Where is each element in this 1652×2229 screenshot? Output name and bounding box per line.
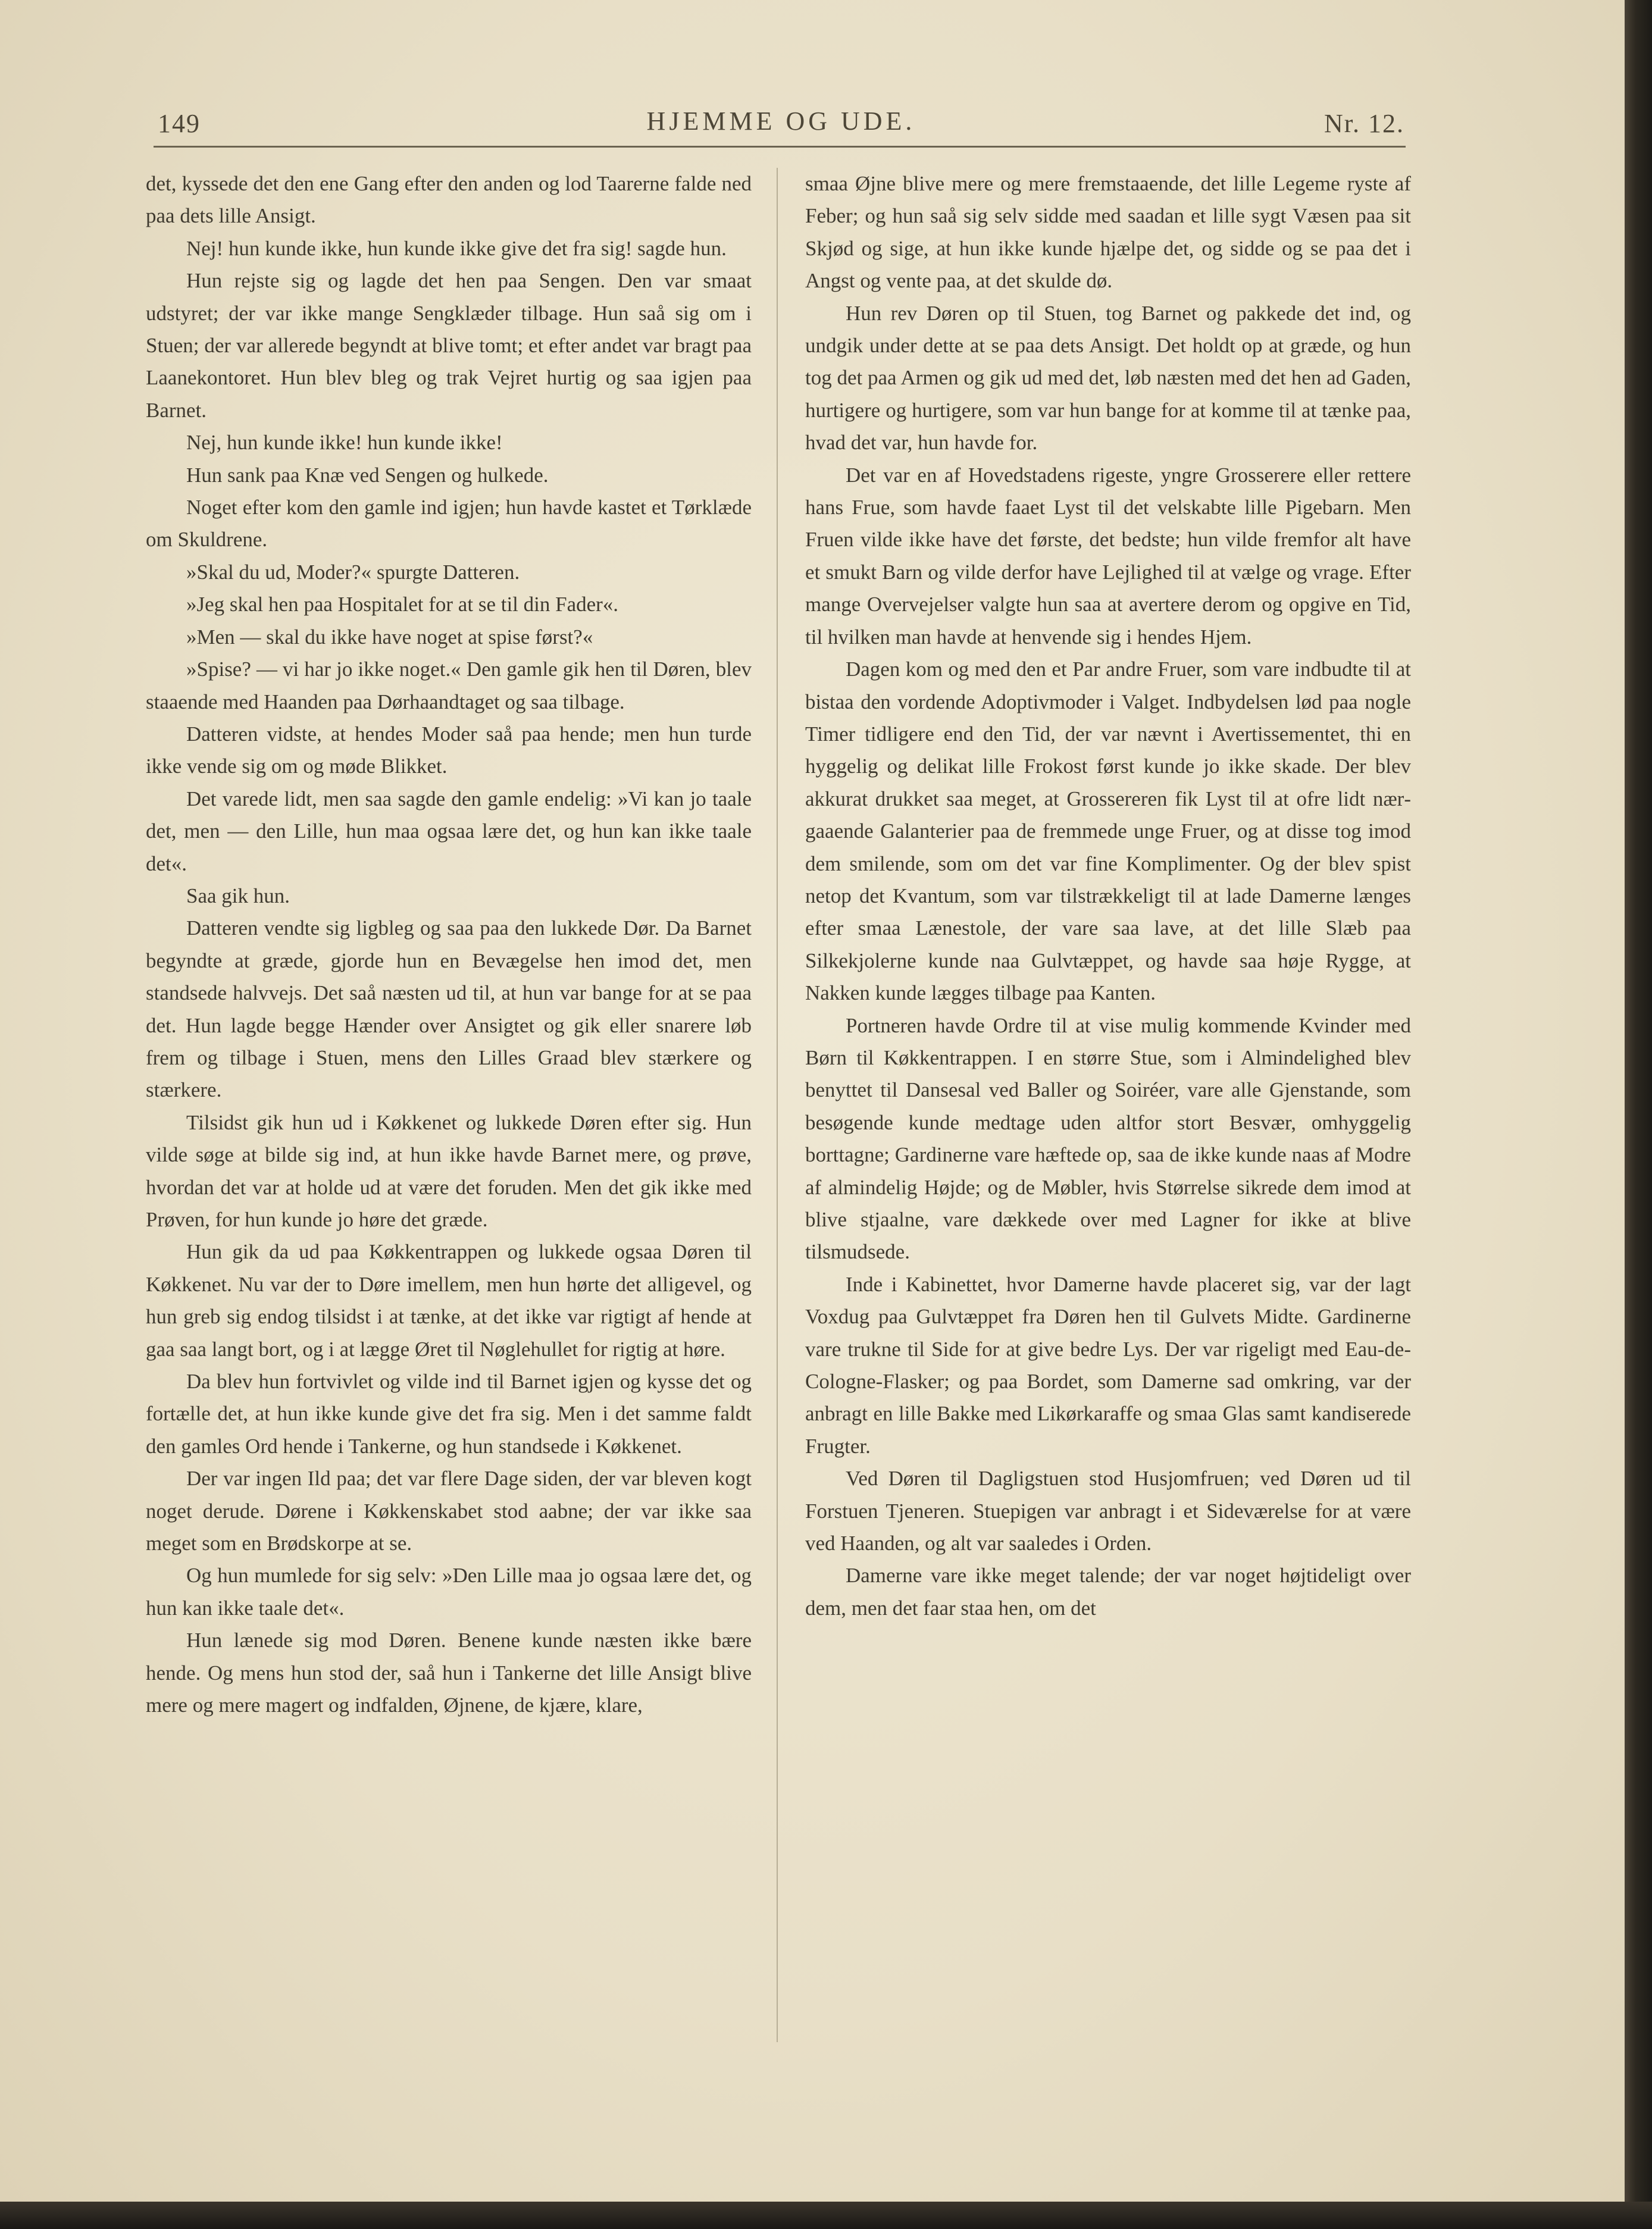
paragraph: Og hun mumlede for sig selv: »Den Lille maa jo ogsaa lære det, og hun kan ikke taale det«.: [146, 1564, 752, 1620]
paragraph: Damerne vare ikke meget talende; der var noget højtideligt over dem, men det faar staa hen, om det: [805, 1564, 1411, 1620]
book-binding-edge: [1625, 0, 1652, 2229]
header-rule: [154, 146, 1406, 148]
paragraph: Datteren vendte sig ligbleg og saa paa den lukkede Dør. Da Barnet begyndte at græde, gjorde hun en Bevægelse hen imod det, men standsede halvvejs. Det saå næsten ud til, at hun var bange for at se paa det. Hun lagde begge Hænder over Ansigtet og gik eller snarere løb frem og tilbage i Stuen, mens den Lilles Graad blev stærkere og stærkere.: [146, 916, 752, 1102]
paragraph: det, kyssede det den ene Gang efter den anden og lod Taarerne falde ned paa dets lille Ansigt.: [146, 172, 752, 228]
left-column: [146, 168, 752, 2054]
paragraph: Da blev hun fortvivlet og vilde ind til Barnet igjen og kysse det og fortælle det, at hun ikke kunde give det fra sig. Men i det samme faldt den gamles Ord hende i Tankerne, og hun standsede i Køkkenet.: [146, 1370, 752, 1458]
paragraph: Det var en af Hovedstadens rigeste, yngre Grosserere eller rettere hans Frue, som havde faaet Lyst til det velskabte lille Pigebarn. Men Fruen vilde ikke have det første, det bedste; hun vilde fremfor alt have et smukt Barn og vilde derfor have Lejlighed til at vælge og vrage. Efter mange Overvejelser valgte hun saa at avertere derom og opgive en Tid, til hvilken man havde at henvende sig i hendes Hjem.: [805, 463, 1411, 649]
page-number: 149: [158, 109, 201, 138]
scan-bottom-edge: [0, 2202, 1652, 2229]
issue-number: Nr. 12.: [1324, 109, 1404, 138]
paragraph: Inde i Kabinettet, hvor Damerne havde placeret sig, var der lagt Voxdug paa Gulvtæppet fra Døren hen til Gulvets Midte. Gardinerne vare trukne til Side for at give bedre Lys. Der var rigeligt med Eau-de-Cologne-Flasker; og paa Bordet, som Damerne sad omkring, var der anbragt en lille Bakke med Likørkaraffe og smaa Glas samt kandiserede Frugter.: [805, 1272, 1411, 1458]
running-head: [158, 106, 1404, 142]
paragraph: Der var ingen Ild paa; det var flere Dage siden, der var bleven kogt noget derude. Dørene i Køkkenskabet stod aabne; der var ikke saa meget som en Brødskorpe at se.: [146, 1467, 752, 1555]
paragraph: »Spise? — vi har jo ikke noget.« Den gamle gik hen til Døren, blev staaende med Haanden paa Dørhaandtaget og saa tilbage.: [146, 658, 752, 713]
paragraph: Portneren havde Ordre til at vise mulig kommende Kvinder med Børn til Køkkentrappen. I en større Stue, som i Almindelighed blev benyttet til Dansesal ved Baller og Soiréer, vare alle Gjenstande, som besøgende kunde medtage uden altfor stort Besvær, omhyggelig borttagne; Gardinerne vare hæftede op, saa de ikke kunde naas af Modre af almindelig Højde; og de Møbler, hvis Størrelse sikrede dem imod at blive stjaalne, vare dækkede over med Lagner for ikke at blive tilsmudsede.: [805, 1013, 1411, 1264]
publication-title: HJEMME OG UDE.: [646, 107, 916, 136]
paragraph: Hun gik da ud paa Køkkentrappen og lukkede ogsaa Døren til Køkkenet. Nu var der to Døre imellem, men hun hørte det alligevel, og hun greb sig endog tilsidst i at tænke, at det ikke var rigtigt af hende at gaa saa langt bort, og i at lægge Øret til Nøglehullet for rigtig at høre.: [146, 1240, 752, 1361]
right-column: [805, 168, 1411, 2054]
paragraph: Nej, hun kunde ikke! hun kunde ikke!: [186, 431, 503, 455]
paragraph: Ved Døren til Dagligstuen stod Husjomfruen; ved Døren ud til Forstuen Tjeneren. Stuepigen var anbragt i et Sideværelse for at være ved Haanden, og alt var saaledes i Orden.: [805, 1467, 1411, 1555]
paragraph: Det varede lidt, men saa sagde den gamle endelig: »Vi kan jo taale det, men — den Lille, hun maa ogsaa lære det, og hun kan ikke taale det«.: [146, 787, 752, 875]
paragraph: Dagen kom og med den et Par andre Fruer, som vare indbudte til at bistaa den vordende Adoptivmoder i Valget. Indbydelsen lød paa nogle Timer tidligere end den Tid, der var nævnt i Avertissementet, thi en hyggelig og delikat lille Frokost først kunde jo ikke skade. Der blev akkurat drukket saa meget, at Grossereren fik Lyst til at ofre lidt nærgaaende Galanterier paa de fremmede unge Fruer, og at disse tog imod dem smilende, som om det var fine Komplimenter. Og der blev spist netop det Kvantum, som var tilstrækkeligt til at lade Damerne længes efter smaa Lænestole, der vare saa lave, at det lille Slæb paa Silkekjolerne kunde naa Gulvtæppet, og havde saa høje Rygge, at Nakken kunde lægges tilbage paa Kanten.: [805, 658, 1411, 1005]
paragraph: »Skal du ud, Moder?« spurgte Datteren.: [186, 560, 520, 584]
paragraph: Tilsidst gik hun ud i Køkkenet og lukkede Døren efter sig. Hun vilde søge at bilde sig ind, at hun ikke havde Barnet mere, og prøve, hvordan det var at holde ud at være det foruden. Men det gik ikke med Prøven, for hun kunde jo høre det græde.: [146, 1110, 752, 1231]
paragraph: »Jeg skal hen paa Hospitalet for at se til din Fader«.: [186, 593, 619, 616]
paragraph: Hun lænede sig mod Døren. Benene kunde næsten ikke bære hende. Og mens hun stod der, saå hun i Tankerne det lille Ansigt blive mere og mere magert og indfalden, Øjnene, de kjære, klare,: [146, 1629, 752, 1717]
column-divider: [777, 168, 778, 2042]
paragraph: Noget efter kom den gamle ind igjen; hun havde kastet et Tørklæde om Skuldrene.: [146, 496, 752, 552]
paragraph: Hun rejste sig og lagde det hen paa Sengen. Den var smaat udstyret; der var ikke mange Sengklæder tilbage. Hun saå sig om i Stuen; der var allerede begyndt at blive tomt; et efter andet var bragt paa Laanekontoret. Hun blev bleg og trak Vejret hurtig og saa igjen paa Barnet.: [146, 269, 752, 422]
paragraph: Hun rev Døren op til Stuen, tog Barnet og pakkede det ind, og undgik under dette at se paa dets Ansigt. Det holdt op at græde, og hun tog det paa Armen og gik ud med det, løb næsten med det hen ad Gaden, hurtigere og hurtigere, som var hun bange for at komme til at tænke paa, hvad det var, hun havde for.: [805, 301, 1411, 455]
paragraph: Nej! hun kunde ikke, hun kunde ikke give det fra sig! sagde hun.: [186, 236, 727, 260]
paragraph: smaa Øjne blive mere og mere fremstaaende, det lille Legeme ryste af Feber; og hun saå sig selv sidde med saadan et lille sygt Væsen paa sit Skjød og sige, at hun ikke kunde hjælpe det, og sidde og se paa det i Angst og vente paa, at det skulde dø.: [805, 172, 1411, 293]
paragraph: Hun sank paa Knæ ved Sengen og hulkede.: [186, 463, 549, 487]
paragraph: Datteren vidste, at hendes Moder saå paa hende; men hun turde ikke vende sig om og møde Blikket.: [146, 722, 752, 778]
paragraph: »Men — skal du ikke have noget at spise først?«: [186, 625, 593, 649]
paragraph: Saa gik hun.: [186, 884, 290, 907]
